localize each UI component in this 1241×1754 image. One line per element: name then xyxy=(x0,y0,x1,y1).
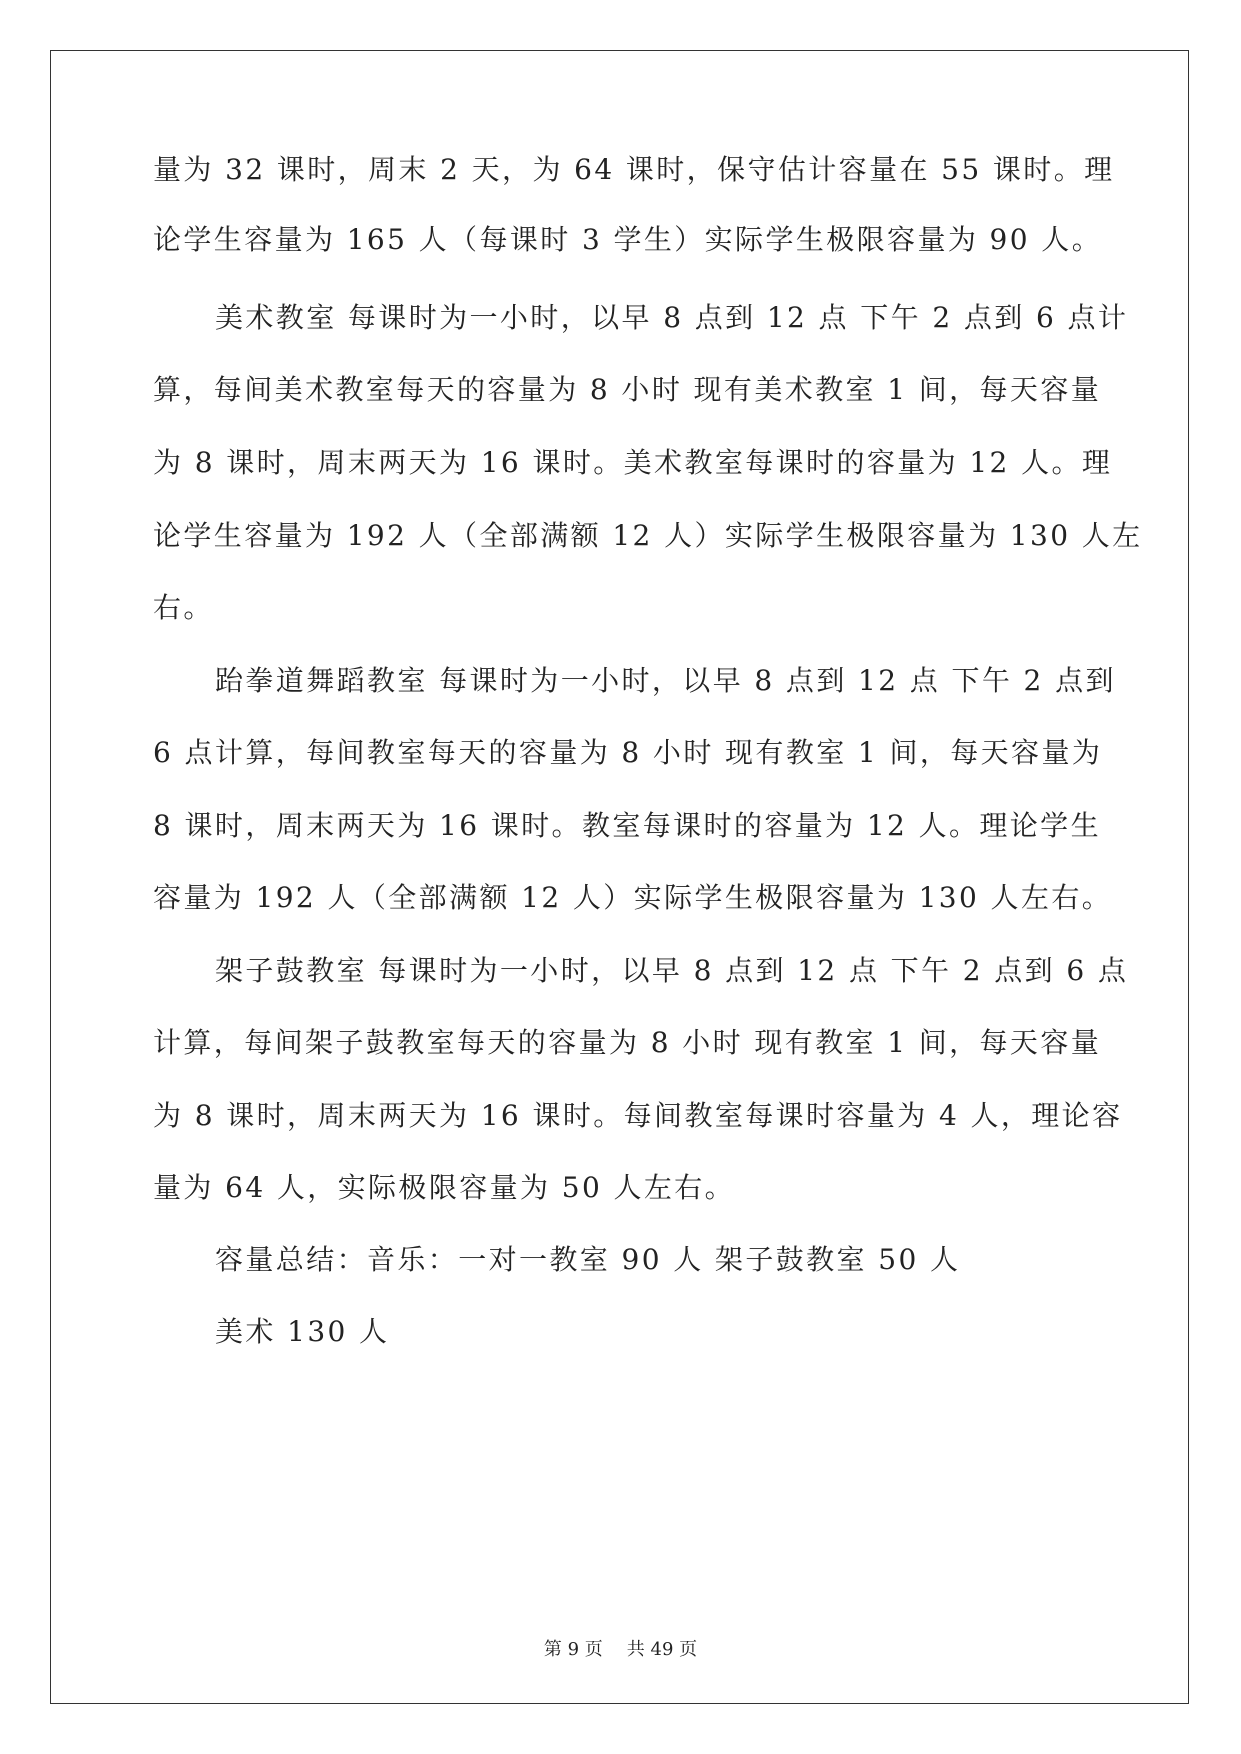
page-total: 共 49 页 xyxy=(626,1639,698,1660)
capacity-summary: 容量总结：音乐：一对一教室 90 人 架子鼓教室 50 人 xyxy=(215,1243,961,1276)
text-line: 6 点计算，每间教室每天的容量为 8 小时 现有教室 1 间，每天容量为 xyxy=(153,736,1103,769)
text-line: 论学生容量为 165 人（每课时 3 学生）实际学生极限容量为 90 人。 xyxy=(153,223,1103,256)
text-line: 8 课时，周末两天为 16 课时。教室每课时的容量为 12 人。理论学生 xyxy=(153,809,1101,842)
text-line: 右。 xyxy=(153,591,214,624)
text-line: 量为 64 人，实际极限容量为 50 人左右。 xyxy=(153,1171,736,1204)
page-number: 第 9 页 xyxy=(543,1639,603,1660)
capacity-summary-art: 美术 130 人 xyxy=(215,1315,390,1348)
text-line: 算，每间美术教室每天的容量为 8 小时 现有美术教室 1 间，每天容量 xyxy=(153,373,1102,406)
text-line: 容量为 192 人（全部满额 12 人）实际学生极限容量为 130 人左右。 xyxy=(153,881,1113,914)
text-line: 为 8 课时，周末两天为 16 课时。每间教室每课时容量为 4 人，理论容 xyxy=(153,1099,1123,1132)
text-line: 论学生容量为 192 人（全部满额 12 人）实际学生极限容量为 130 人左 xyxy=(153,519,1143,552)
paragraph-taekwondo-room: 跆拳道舞蹈教室 每课时为一小时，以早 8 点到 12 点 下午 2 点到 xyxy=(215,664,1116,697)
text-line: 量为 32 课时，周末 2 天，为 64 课时，保守估计容量在 55 课时。理 xyxy=(153,153,1115,186)
paragraph-drum-room: 架子鼓教室 每课时为一小时，以早 8 点到 12 点 下午 2 点到 6 点 xyxy=(215,954,1129,987)
text-line: 计算，每间架子鼓教室每天的容量为 8 小时 现有教室 1 间，每天容量 xyxy=(153,1026,1102,1059)
paragraph-art-room: 美术教室 每课时为一小时，以早 8 点到 12 点 下午 2 点到 6 点计 xyxy=(215,301,1129,334)
text-line: 为 8 课时，周末两天为 16 课时。美术教室每课时的容量为 12 人。理 xyxy=(153,446,1113,479)
page-footer xyxy=(0,1638,1241,1662)
